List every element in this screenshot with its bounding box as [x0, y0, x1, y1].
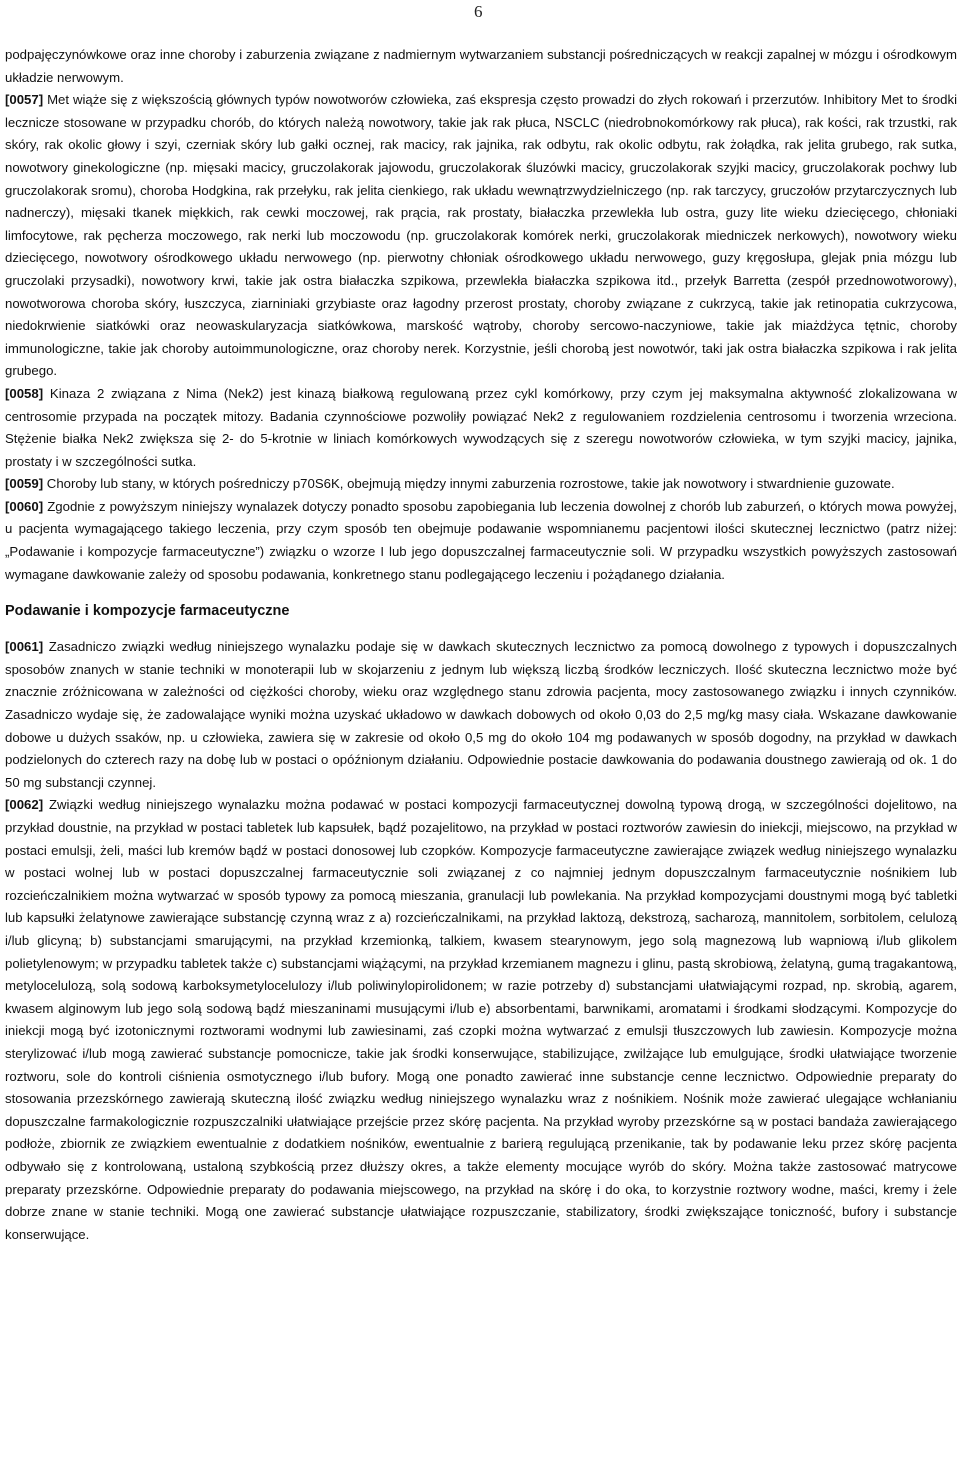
paragraph-text: Zgodnie z powyższym niniejszy wynalazek dotyczy ponadto sposobu zapobiegania lub leczenia dowolnej z chorób lub zaburzeń, o których mowa powyżej, u pacjenta wymagającego takiego leczenia, przy czym sposób ten obejmuje podawanie wspomnianemu pacjentowi ilości skutecznej lecznictwo (patrz niżej: „Podawanie i kompozycje farmaceutyczne”) związku o wzorze I lub jego dopuszczalnej farmaceutycznie soli. W przypadku wszystkich powyższych zastosowań wymagane dawkowanie zależy od sposobu podawania, konkretnego stanu podlegającego leczeniu i pożądanego działania. [5, 498, 957, 582]
paragraph-text: Met wiąże się z większością głównych typów nowotworów człowieka, zaś ekspresja często prowadzi do złych rokowań i przerzutów. Inhibitory Met to środki lecznicze stosowane w przypadku chorób, do których należą nowotwory, takie jak rak płuca, NSCLC (niedrobnokomórkowy rak płuca), rak kości, rak trzustki, rak skóry, rak okolic głowy i szyi, czerniak skóry lub gałki ocznej, rak macicy, rak jajnika, rak odbytu, rak okolic odbytu, rak żołądka, rak jelita grubego, rak sutka, nowotwory ginekologiczne (np. mięsaki macicy, gruczolakorak jajowodu, gruczolakorak śluzówki macicy, gruczolakorak szyjki macicy, gruczolakorak pochwy lub gruczolakorak sromu), choroba Hodgkina, rak przełyku, rak jelita cienkiego, rak układu wewnątrzwydzielniczego (np. rak tarczycy, gruczołów przytarczycznych lub nadnerczy), mięsaki tkanek miękkich, rak cewki moczowej, rak prącia, rak prostaty, białaczka przewlekła lub ostra, guzy lite wieku dziecięcego, chłoniaki limfocytowe, rak pęcherza moczowego, rak nerki lub moczowodu (np. gruczolakorak komórek nerki, gruczolakorak miedniczek nerkowych), nowotwory wieku dziecięcego, nowotwory ośrodkowego układu nerwowego (np. pierwotny chłoniak ośrodkowego układu nerwowego, guzy kręgosłupa, glejak pnia mózgu lub gruczolaki przysadki), nowotwory krwi, takie jak ostra białaczka szpikowa, przewlekła białaczka szpikowa itd., przełyk Barretta (zespół przednowotworowy), nowotworowa choroba skóry, łuszczyca, ziarniniaki grzybiaste oraz łagodny przerost prostaty, choroby związane z cukrzycą, takie jak retinopatia cukrzycowa, niedokrwienie siatkówki oraz neowaskularyzacja siatkówkowa, marskość wątroby, choroby sercowo-naczyniowe, takie jak miażdżyca tętnic, choroby immunologiczne, takie jak choroby autoimmunologiczne, oraz choroby nerek. Korzystnie, jeśli chorobą jest nowotwór, taki jak ostra białaczka szpikowa i rak jelita grubego. [5, 92, 957, 379]
paragraph-number: [0062] [5, 797, 44, 813]
paragraph-number: [0058] [5, 385, 44, 401]
paragraph-text: Kinaza 2 związana z Nima (Nek2) jest kinazą białkową regulowaną przez cykl komórkowy, przy czym jej maksymalna aktywność zlokalizowana w centrosomie przypada na początek mitozy. Badania czynnościowe pozwoliły powiązać Nek2 z regulowaniem rozdzielenia centrosomu i tworzenia wrzeciona. Stężenie białka Nek2 zwiększa się 2- do 5-krotnie w liniach komórkowych wywodzących się z szeregu nowotworów człowieka, w tym szyjki macicy, jajnika, prostaty i w szczególności sutka. [5, 385, 958, 469]
paragraph-number: [0060] [5, 498, 44, 514]
paragraph-continuation [5, 44, 957, 89]
paragraph-0058 [5, 383, 957, 473]
paragraph-0061 [5, 636, 957, 794]
paragraph-text: Choroby lub stany, w których pośredniczy p70S6K, obejmują między innymi zaburzenia rozrostowe, takie jak nowotwory i stwardnienie guzowate. [46, 476, 895, 492]
paragraph-number: [0061] [5, 639, 44, 655]
paragraph-0062 [5, 794, 957, 1246]
paragraph-text: Zasadniczo związki według niniejszego wynalazku podaje się w dawkach skutecznych lecznictwo za pomocą dowolnego z typowych i dopuszczalnych sposobów znanych w stanie techniki w monoterapii lub w skojarzeniu z jednym lub większą liczbą środków leczniczych. Ilość skuteczna lecznictwo może być znacznie zróżnicowana w zależności od ciężkości choroby, wieku oraz względnego stanu zdrowia pacjenta, mocy zastosowanego związku i innych czynników. Zasadniczo wydaje się, że zadowalające wyniki można uzyskać układowo w dawkach dobowych od około 0,03 do 2,5 mg/kg masy ciała. Wskazane dawkowanie dobowe u dużych ssaków, np. u człowieka, zawiera się w zakresie od około 0,5 mg do około 104 mg podawanych w sposób dogodny, na przykład w dawkach podzielonych do czterech razy na dobę lub w postaci o opóźnionym działaniu. Odpowiednie postacie dawkowania do podawania doustnego zawierają od ok. 1 do 50 mg substancji czynnej. [5, 639, 957, 790]
paragraph-text: Związki według niniejszego wynalazku można podawać w postaci kompozycji farmaceutycznej dowolną typową drogą, w szczególności dojelitowo, na przykład doustnie, na przykład w postaci tabletek lub kapsułek, bądź pozajelitowo, na przykład w postaci roztworów zawiesin do iniekcji, miejscowo, na przykład w postaci emulsji, żeli, maści lub kremów bądź w postaci donosowej lub czopków. Kompozycje farmaceutyczne zawierające związek według niniejszego wynalazku w postaci wolnej lub w postaci dopuszczalnej farmaceutycznie soli związanej z co najmniej jednym dopuszczalnym farmaceutycznie nośnikiem lub rozcieńczalnikiem można wytwarzać w sposób typowy za pomocą mieszania, granulacji lub powlekania. Na przykład kompozycjami doustnymi mogą być tabletki lub kapsułki żelatynowe zawierające substancję czynną wraz z a) rozcieńczalnikami, na przykład laktozą, dekstrozą, sacharozą, mannitolem, sorbitolem, celulozą i/lub glicyną; b) substancjami smarującymi, na przykład krzemionką, talkiem, kwasem stearynowym, jego solą magnezową lub wapniową i/lub glikolem polietylenowym; w przypadku tabletek także c) substancjami wiążącymi, na przykład krzemianem magnezu i glinu, pastą skrobiową, żelatyną, gumą tragakantową, metylocelulozą, solą sodową karboksymetylocelulozy i/lub poliwinylopirolidonem; w razie potrzeby d) substancjami ułatwiającymi rozpad, np. skrobią, agarem, kwasem alginowym lub jego solą sodową bądź mieszaninami musującymi i/lub e) absorbentami, barwnikami, aromatami i środkami słodzącymi. Kompozycje do iniekcji mogą być izotonicznymi roztworami wodnymi lub zawiesinami, zaś czopki można wytwarzać z emulsji tłuszczowych lub zawiesin. Kompozycje można sterylizować i/lub mogą zawierać substancje pomocnicze, takie jak środki konserwujące, stabilizujące, zwilżające lub emulgujące, środki ułatwiające tworzenie roztworu, sole do kontroli ciśnienia osmotycznego i/lub bufory. Mogą one ponadto zawierać inne substancje cenne lecznictwo. Odpowiednie preparaty do stosowania przezskórnego zawierają skuteczną ilość związku według niniejszego wynalazku wraz z nośnikiem. Nośnik może zawierać ulegające wchłanianiu dopuszczalne farmakologicznie rozpuszczalniki ułatwiające przejście przez skórę pacjenta. Na przykład wyroby przezskórne są w postaci bandaża zawierającego podłoże, zbiornik ze związkiem ewentualnie z dodatkiem nośników, ewentualnie z barierą regulującą przenikanie, tak by podawanie leku przez skórę pacjenta odbywało się z kontrolowaną, ustaloną szybkością przez dłuższy okres, a także elementy mocujące wyrób do skóry. Można także zastosować matrycowe preparaty przezskórne. Odpowiednie preparaty do podawania miejscowego, na przykład na skórę i do oka, to korzystnie roztwory wodne, maści, kremy i żele dobrze znane w stanie techniki. Mogą one zawierać substancje ułatwiające rozpuszczanie, stabilizatory, środki zwiększające toniczność, bufory i substancje konserwujące. [5, 797, 957, 1242]
paragraph-0059 [5, 473, 957, 496]
paragraph-number: [0059] [5, 476, 44, 492]
paragraph-0057 [5, 89, 957, 383]
paragraph-text: podpajęczynówkowe oraz inne choroby i zaburzenia związane z nadmiernym wytwarzaniem substancji pośredniczących w reakcji zapalnej w mózgu i ośrodkowym układzie nerwowym. [5, 47, 957, 85]
paragraph-0060 [5, 496, 957, 586]
document-body [5, 44, 957, 1246]
page-number: 6 [474, 2, 483, 21]
section-heading: Podawanie i kompozycje farmaceutyczne [5, 603, 290, 620]
paragraph-number: [0057] [5, 92, 44, 108]
